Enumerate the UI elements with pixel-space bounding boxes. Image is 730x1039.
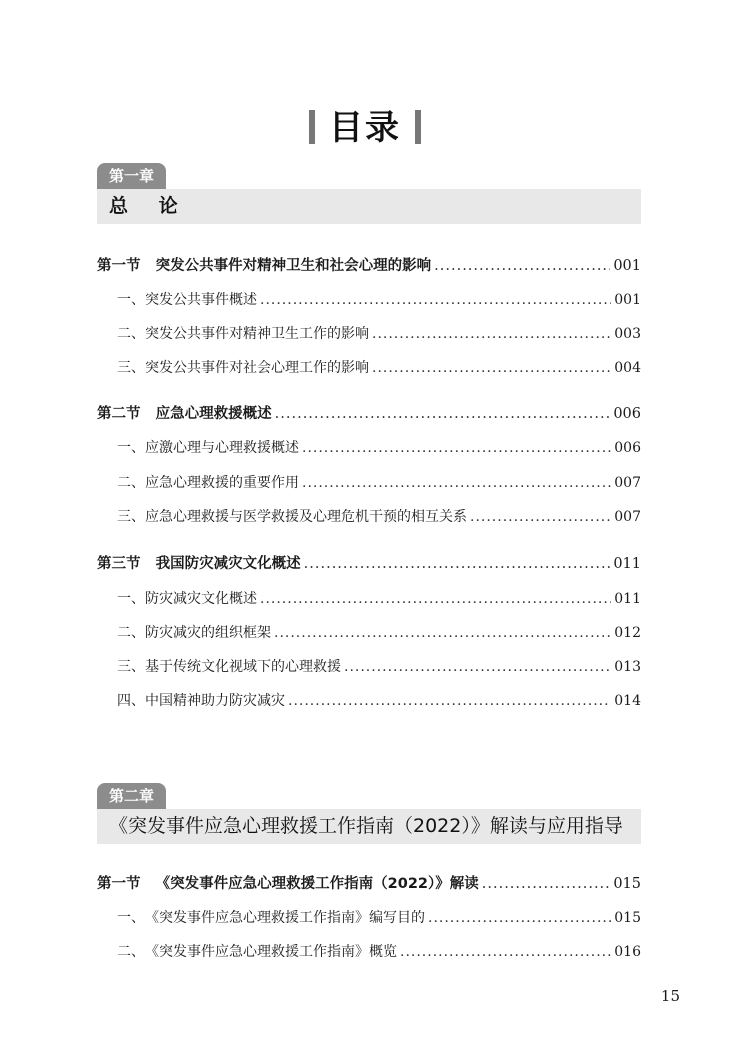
chapter-2-header bbox=[97, 783, 641, 844]
item-number: 一、 bbox=[117, 292, 145, 308]
leader-dots bbox=[434, 255, 610, 277]
item-title: 《突发事件应急心理救援工作指南》编写目的 bbox=[145, 910, 425, 926]
item-number: 一、 bbox=[117, 910, 145, 926]
item-number: 三、 bbox=[117, 360, 145, 376]
leader-dots bbox=[288, 690, 611, 712]
item-number: 二、 bbox=[117, 625, 145, 641]
title-text: 目录 bbox=[329, 108, 401, 148]
section-title: 《突发事件应急心理救援工作指南（2022）》解读 bbox=[155, 876, 479, 892]
page-ref: 004 bbox=[614, 360, 641, 376]
section-title: 应急心理救援概述 bbox=[155, 406, 272, 422]
leader-dots bbox=[275, 403, 611, 425]
page-ref: 006 bbox=[613, 406, 641, 422]
leader-dots bbox=[304, 553, 611, 575]
toc-section-entry[interactable] bbox=[97, 403, 641, 425]
section-title: 我国防灾减灾文化概述 bbox=[155, 556, 301, 572]
page-ref: 006 bbox=[614, 440, 641, 456]
page-title bbox=[0, 100, 730, 149]
title-right-bar bbox=[415, 110, 421, 144]
title-left-bar bbox=[309, 110, 315, 144]
toc-item-entry[interactable] bbox=[97, 289, 641, 311]
section-label: 第三节 bbox=[97, 556, 141, 572]
leader-dots bbox=[428, 907, 611, 929]
chapter-1-tag: 第一章 bbox=[97, 163, 166, 189]
section-label: 第一节 bbox=[97, 258, 141, 274]
toc-item-entry[interactable] bbox=[97, 588, 641, 610]
item-title: 突发公共事件概述 bbox=[145, 292, 257, 308]
item-title: 突发公共事件对精神卫生工作的影响 bbox=[145, 326, 369, 342]
toc-item-entry[interactable] bbox=[97, 437, 641, 459]
item-number: 二、 bbox=[117, 326, 145, 342]
section-title: 突发公共事件对精神卫生和社会心理的影响 bbox=[155, 258, 432, 274]
item-number: 二、 bbox=[117, 944, 145, 960]
leader-dots bbox=[302, 472, 611, 494]
leader-dots bbox=[372, 323, 611, 345]
chapter-1-title: 总 论 bbox=[97, 189, 641, 224]
leader-dots bbox=[470, 506, 611, 528]
item-title: 应急心理救援的重要作用 bbox=[145, 475, 299, 491]
item-title: 中国精神助力防灾减灾 bbox=[145, 693, 285, 709]
item-number: 一、 bbox=[117, 440, 145, 456]
page-ref: 014 bbox=[614, 693, 641, 709]
leader-dots bbox=[344, 656, 611, 678]
leader-dots bbox=[372, 357, 611, 379]
toc-section-entry[interactable] bbox=[97, 553, 641, 575]
page-ref: 007 bbox=[614, 509, 641, 525]
page-number: 15 bbox=[660, 987, 680, 1005]
item-number: 四、 bbox=[117, 693, 145, 709]
leader-dots bbox=[302, 437, 611, 459]
page-ref: 001 bbox=[613, 258, 641, 274]
item-title: 防灾减灾的组织框架 bbox=[145, 625, 271, 641]
toc-section-entry[interactable] bbox=[97, 873, 641, 895]
leader-dots bbox=[482, 873, 611, 895]
toc-item-entry[interactable] bbox=[97, 323, 641, 345]
toc-item-entry[interactable] bbox=[97, 656, 641, 678]
section-label: 第二节 bbox=[97, 406, 141, 422]
toc-item-entry[interactable] bbox=[97, 690, 641, 712]
item-title: 防灾减灾文化概述 bbox=[145, 591, 257, 607]
page-ref: 011 bbox=[614, 591, 641, 607]
toc-item-entry[interactable] bbox=[97, 622, 641, 644]
chapter-2-title: 《突发事件应急心理救援工作指南（2022）》解读与应用指导 bbox=[97, 809, 641, 844]
item-number: 一、 bbox=[117, 591, 145, 607]
page-ref: 015 bbox=[614, 910, 641, 926]
item-title: 应激心理与心理救援概述 bbox=[145, 440, 299, 456]
page-ref: 007 bbox=[614, 475, 641, 491]
chapter-1-header bbox=[97, 163, 641, 224]
item-title: 突发公共事件对社会心理工作的影响 bbox=[145, 360, 369, 376]
item-title: 《突发事件应急心理救援工作指南》概览 bbox=[145, 944, 397, 960]
page-ref: 003 bbox=[614, 326, 641, 342]
toc-item-entry[interactable] bbox=[97, 472, 641, 494]
toc-item-entry[interactable] bbox=[97, 907, 641, 929]
item-number: 二、 bbox=[117, 475, 145, 491]
chapter-2-tag: 第二章 bbox=[97, 783, 166, 809]
toc-item-entry[interactable] bbox=[97, 941, 641, 963]
leader-dots bbox=[260, 588, 611, 610]
page-ref: 011 bbox=[613, 556, 641, 572]
leader-dots bbox=[400, 941, 611, 963]
leader-dots bbox=[274, 622, 611, 644]
toc-section-entry[interactable] bbox=[97, 255, 641, 277]
toc-item-entry[interactable] bbox=[97, 357, 641, 379]
page-ref: 015 bbox=[613, 876, 641, 892]
section-label: 第一节 bbox=[97, 876, 141, 892]
page-ref: 012 bbox=[614, 625, 641, 641]
page-ref: 001 bbox=[614, 292, 641, 308]
item-title: 应急心理救援与医学救援及心理危机干预的相互关系 bbox=[145, 509, 467, 525]
item-title: 基于传统文化视域下的心理救援 bbox=[145, 659, 341, 675]
toc-item-entry[interactable] bbox=[97, 506, 641, 528]
leader-dots bbox=[260, 289, 611, 311]
item-number: 三、 bbox=[117, 659, 145, 675]
page-ref: 016 bbox=[614, 944, 641, 960]
item-number: 三、 bbox=[117, 509, 145, 525]
page-ref: 013 bbox=[614, 659, 641, 675]
